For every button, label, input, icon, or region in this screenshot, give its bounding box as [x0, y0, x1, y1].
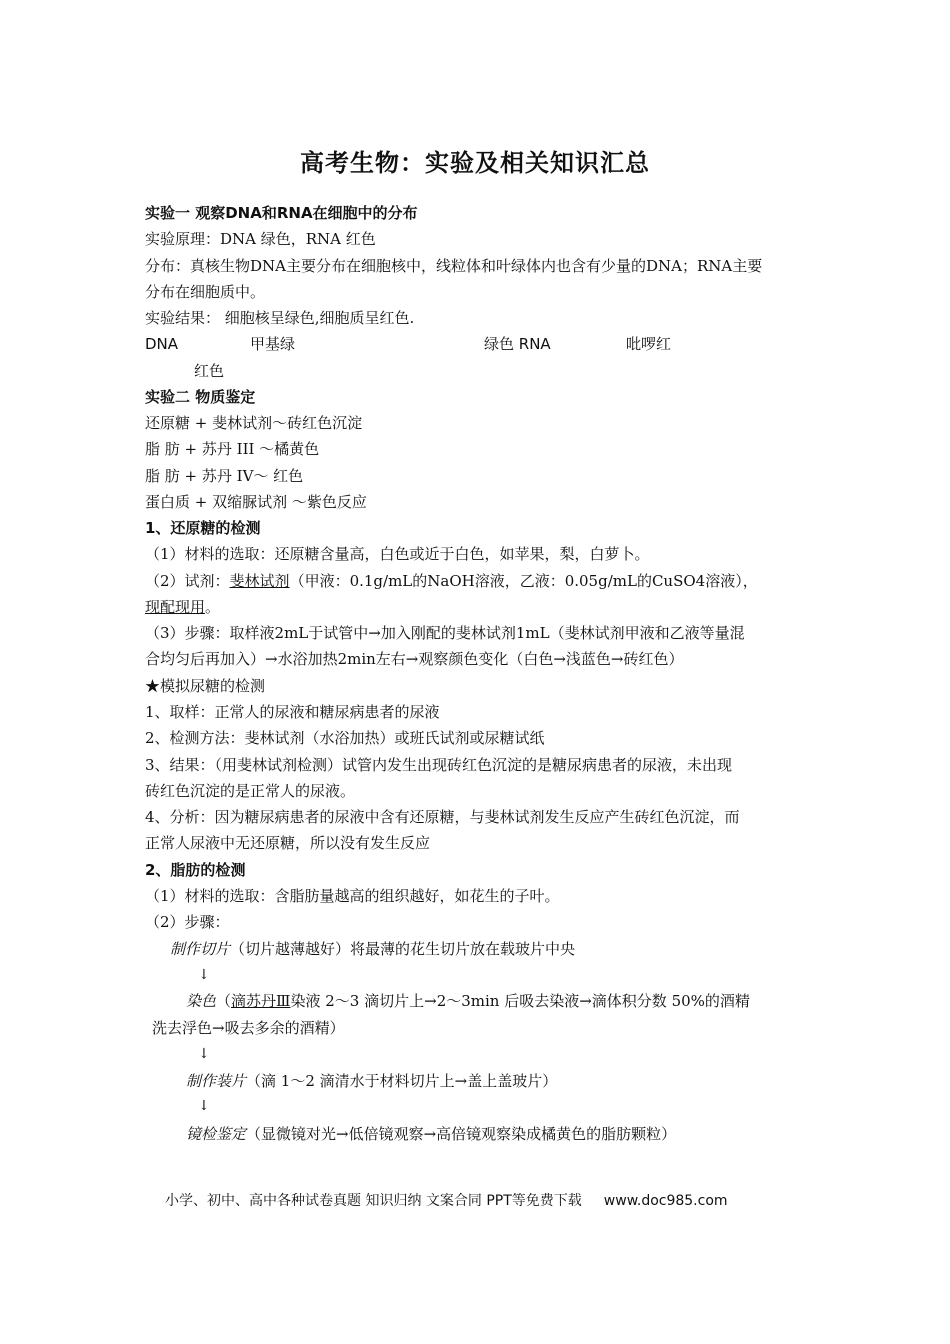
fat-steps-label: （2）步骤： [145, 913, 230, 931]
exp1-result: 实验结果： 细胞核呈绿色,细胞质呈红色. [145, 309, 415, 327]
exp1-row-dna: DNA [145, 335, 179, 353]
fat-step-mount-title: 制作装片 [186, 1072, 247, 1090]
exp1-distribution-1: 分布：真核生物DNA主要分布在细胞核中，线粒体和叶绿体内也含有少量的DNA；RNA主要 [145, 257, 763, 275]
fat-heading: 2、脂肪的检测 [145, 861, 246, 879]
fat-step-microscope-detail: （显微镜对光→低倍镜观察→高倍镜观察染成橘黄色的脂肪颗粒） [246, 1125, 677, 1143]
fat-step-microscope-title: 镜检鉴定 [186, 1125, 247, 1143]
sugar-reagent-label: （2）试剂： [145, 572, 230, 590]
exp2-line-2: 脂 肪 + 苏丹 III ～橘黄色 [145, 440, 320, 458]
sugar-reagent-detail: （甲液：0.1g/mL的NaOH溶液，乙液：0.05g/mL的CuSO4溶液）， [289, 572, 758, 590]
fat-step-stain-cont: 洗去浮色→吸去多余的酒精） [152, 1019, 345, 1037]
fat-step-microscope [186, 1124, 676, 1144]
exp1-row-methyl-green: 甲基绿 [250, 335, 296, 353]
sugar-reagent-note [145, 597, 220, 617]
sugar-reagent [145, 571, 758, 591]
sugar-material: （1）材料的选取：还原糖含量高，白色或近于白色，如苹果，梨，白萝卜。 [145, 545, 650, 563]
sugar-reagent-note-end: 。 [205, 598, 221, 616]
fat-step-stain-detail: 染液 2～3 滴切片上→2～3min 后吸去染液→滴体积分数 50%的酒精 [290, 992, 750, 1010]
exp1-row-pyronin: 吡啰红 [626, 335, 672, 353]
exp2-line-1: 还原糖 + 斐林试剂～砖红色沉淀 [145, 414, 363, 432]
sudan-iii-term: 滴苏丹Ⅲ [231, 992, 291, 1010]
footer-text: 小学、初中、高中各种试卷真题 知识归纳 文案合同 PPT等免费下载 [165, 1193, 582, 1209]
urine-result-1: 3、结果：（用斐林试剂检测）试管内发生出现砖红色沉淀的是糖尿病患者的尿液，未出现 [145, 756, 733, 774]
exp1-heading: 实验一 观察DNA和RNA在细胞中的分布 [145, 204, 418, 222]
urine-result-2: 砖红色沉淀的是正常人的尿液。 [145, 782, 356, 800]
urine-analysis-1: 4、分析：因为糖尿病患者的尿液中含有还原糖，与斐林试剂发生反应产生砖红色沉淀，而 [145, 808, 740, 826]
flow-arrow-2: ↓ [198, 1046, 210, 1062]
fat-step-slice-detail: （切片越薄越好）将最薄的花生切片放在载玻片中央 [230, 940, 576, 958]
exp1-distribution-2: 分布在细胞质中。 [145, 283, 266, 301]
exp1-principle: 实验原理：DNA 绿色，RNA 红色 [145, 230, 376, 248]
fat-step-stain-paren: （ [216, 992, 232, 1010]
exp1-row-green-rna: 绿色 RNA [484, 335, 551, 353]
flow-arrow-1: ↓ [198, 967, 210, 983]
page-title: 高考生物：实验及相关知识汇总 [300, 149, 650, 177]
prepare-fresh-term: 现配现用 [145, 598, 206, 616]
flow-arrow-3: ↓ [198, 1098, 210, 1114]
fehling-reagent-term: 斐林试剂 [229, 572, 290, 590]
exp2-heading: 实验二 物质鉴定 [145, 388, 256, 406]
exp1-row-red: 红色 [194, 362, 225, 380]
urine-method: 2、检测方法：斐林试剂（水浴加热）或班氏试剂或尿糖试纸 [145, 729, 545, 747]
page-footer [165, 1191, 728, 1211]
fat-step-stain-title: 染色 [186, 992, 217, 1010]
urine-sugar-heading: ★模拟尿糖的检测 [145, 677, 266, 695]
footer-site-link[interactable]: www.doc985.com [603, 1193, 728, 1209]
fat-step-slice-title: 制作切片 [170, 940, 231, 958]
fat-step-stain [186, 991, 750, 1011]
exp2-line-4: 蛋白质 + 双缩脲试剂 ～紫色反应 [145, 493, 367, 511]
sugar-heading: 1、还原糖的检测 [145, 519, 261, 537]
sugar-steps-2: 合均匀后再加入）→水浴加热2min左右→观察颜色变化（白色→浅蓝色→砖红色） [145, 650, 684, 668]
urine-sample: 1、取样：正常人的尿液和糖尿病患者的尿液 [145, 703, 440, 721]
urine-analysis-2: 正常人尿液中无还原糖，所以没有发生反应 [145, 834, 431, 852]
fat-material: （1）材料的选取：含脂肪量越高的组织越好，如花生的子叶。 [145, 887, 560, 905]
exp2-line-3: 脂 肪 + 苏丹 IV～ 红色 [145, 467, 304, 485]
fat-step-mount-detail: （滴 1～2 滴清水于材料切片上→盖上盖玻片） [246, 1072, 558, 1090]
sugar-steps-1: （3）步骤：取样液2mL于试管中→加入刚配的斐林试剂1mL（斐林试剂甲液和乙液等量混 [145, 624, 745, 642]
fat-step-slice [170, 939, 575, 959]
fat-step-mount [186, 1071, 557, 1091]
